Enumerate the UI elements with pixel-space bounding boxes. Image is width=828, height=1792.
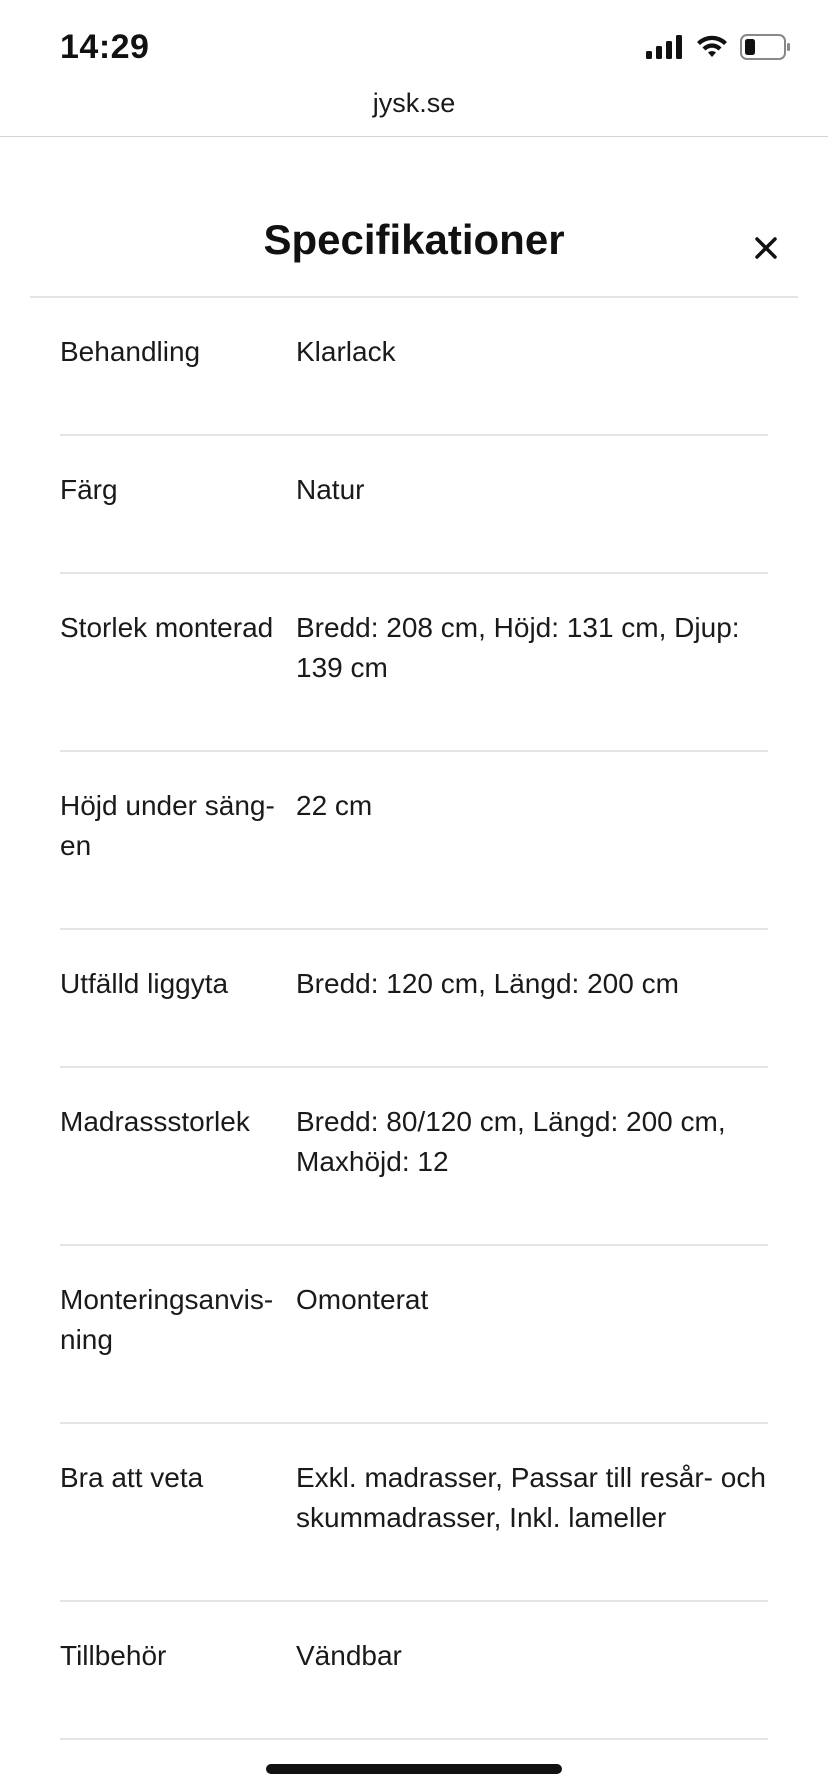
close-button[interactable] bbox=[744, 226, 788, 270]
spec-label: Monteringsanvis-ning bbox=[60, 1284, 274, 1355]
url-text: jysk.se bbox=[372, 88, 456, 118]
spec-value: Vändbar bbox=[296, 1640, 402, 1671]
spec-row bbox=[60, 752, 768, 930]
spec-value: Bredd: 208 cm, Höjd: 131 cm, Djup: 139 cm bbox=[296, 612, 740, 683]
spec-label: Utfälld liggyta bbox=[60, 968, 229, 999]
spec-value: Bredd: 80/120 cm, Längd: 200 cm, Maxhöjd: 12 bbox=[296, 1106, 726, 1177]
url-bar[interactable] bbox=[0, 88, 828, 136]
spec-value: Exkl. madrasser, Passar till resår- och skummadrasser, Inkl. lameller bbox=[296, 1462, 766, 1533]
spec-label: Madrassstorlek bbox=[60, 1106, 250, 1137]
status-bar bbox=[0, 0, 828, 96]
spec-value: Bredd: 120 cm, Längd: 200 cm bbox=[296, 968, 679, 999]
spec-value: Natur bbox=[296, 474, 365, 505]
spec-label: Behandling bbox=[60, 336, 201, 367]
spec-value: 22 cm bbox=[296, 790, 373, 821]
modal-header bbox=[30, 186, 798, 296]
status-time: 14:29 bbox=[60, 28, 150, 66]
spec-value: Klarlack bbox=[296, 336, 396, 367]
wifi-icon bbox=[696, 35, 728, 64]
spec-row bbox=[60, 1068, 768, 1246]
spec-row bbox=[60, 1602, 768, 1740]
signal-icon bbox=[646, 35, 684, 64]
url-divider bbox=[0, 136, 828, 137]
spec-row bbox=[60, 574, 768, 752]
spec-row bbox=[60, 930, 768, 1068]
spec-label: Tillbehör bbox=[60, 1640, 167, 1671]
spec-label: Färg bbox=[60, 474, 118, 505]
spec-label: Höjd under säng-en bbox=[60, 790, 275, 861]
spec-value: Omonterat bbox=[296, 1284, 429, 1315]
spec-list bbox=[60, 298, 768, 1740]
battery-icon bbox=[740, 34, 792, 65]
spec-row bbox=[60, 1246, 768, 1424]
status-icons bbox=[646, 34, 792, 65]
spec-label: Bra att veta bbox=[60, 1462, 204, 1493]
modal-title: Specifikationer bbox=[263, 216, 565, 263]
home-indicator[interactable] bbox=[266, 1764, 562, 1774]
spec-row bbox=[60, 298, 768, 436]
spec-row bbox=[60, 1424, 768, 1602]
spec-label: Storlek monterad bbox=[60, 612, 274, 643]
close-icon bbox=[754, 236, 778, 260]
spec-row bbox=[60, 436, 768, 574]
